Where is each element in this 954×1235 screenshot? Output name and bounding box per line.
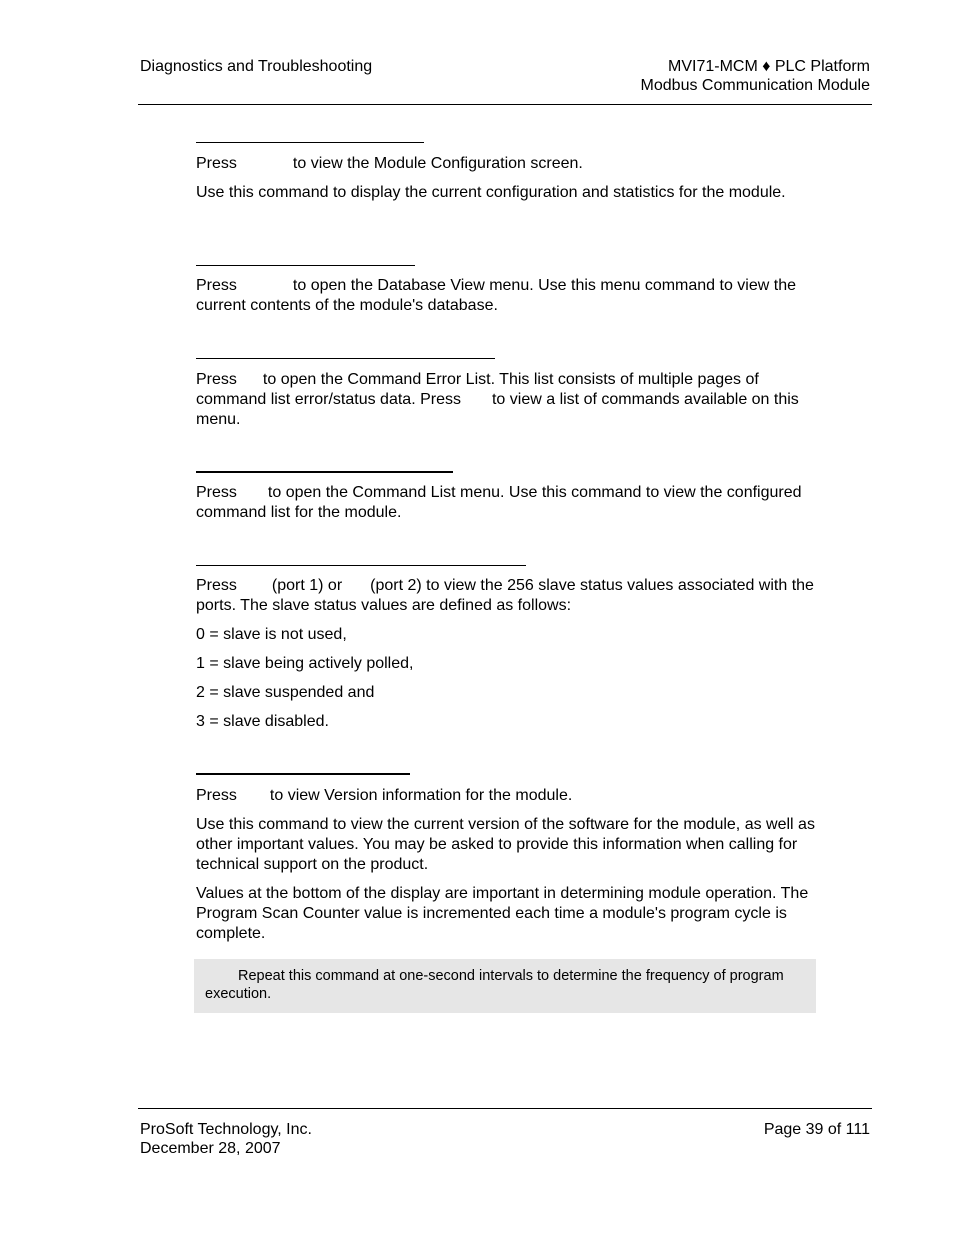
heading-underline-version <box>196 773 410 775</box>
footer-divider <box>138 1108 872 1109</box>
slave-status-value: 3 = slave disabled. <box>196 713 329 730</box>
paragraph-config-press: Press to view the Module Configuration screen. <box>196 155 583 172</box>
heading-underline-command-error <box>196 358 495 359</box>
slave-status-value: 0 = slave is not used, <box>196 626 347 643</box>
heading-underline-database <box>196 265 415 266</box>
paragraph-database: Press to open the Database View menu. Use this menu command to view the current contents of the module's database. <box>196 277 796 314</box>
paragraph-version-desc1: Use this command to view the current version of the software for the module, as well as other important values. You may be asked to provide this information when calling for technical support on the product. <box>196 816 815 873</box>
paragraph-slave-status: Press (port 1) or (port 2) to view the 256 slave status values associated with the ports. The slave status values are defined as follows: <box>196 577 814 614</box>
footer-company <box>140 1120 312 1158</box>
footer-page-number: Page 39 of 111 <box>763 1121 870 1138</box>
heading-underline-config <box>196 142 424 143</box>
footer-date: December 28, 2007 <box>140 1140 281 1157</box>
header-product <box>641 57 870 95</box>
paragraph-command-error: Press to open the Command Error List. This list consists of multiple pages of command list error/status data. Press to view a list of commands available on this menu. <box>196 371 799 428</box>
heading-underline-command-list <box>196 471 453 473</box>
heading-underline-slave-status <box>196 565 526 566</box>
header-section-title: Diagnostics and Troubleshooting <box>140 58 373 75</box>
slave-status-value: 2 = slave suspended and <box>196 684 375 701</box>
header-divider <box>138 104 872 105</box>
paragraph-version-press: Press to view Version information for the module. <box>196 787 573 804</box>
tip-note-box <box>194 959 816 1013</box>
header-product-subtitle: Modbus Communication Module <box>640 77 870 94</box>
paragraph-command-list: Press to open the Command List menu. Use this command to view the configured command list for the module. <box>196 484 802 521</box>
slave-status-value: 1 = slave being actively polled, <box>196 655 414 672</box>
paragraph-version-desc2: Values at the bottom of the display are important in determining module operation. The Program Scan Counter value is incremented each time a module's program cycle is complete. <box>196 885 809 942</box>
header-product-name: MVI71-MCM ♦ PLC Platform <box>668 58 870 75</box>
tip-note-text: Repeat this command at one-second intervals to determine the frequency of program execution. <box>205 968 784 1002</box>
footer-company-name: ProSoft Technology, Inc. <box>140 1121 312 1138</box>
paragraph-config-desc: Use this command to display the current configuration and statistics for the module. <box>196 184 786 201</box>
